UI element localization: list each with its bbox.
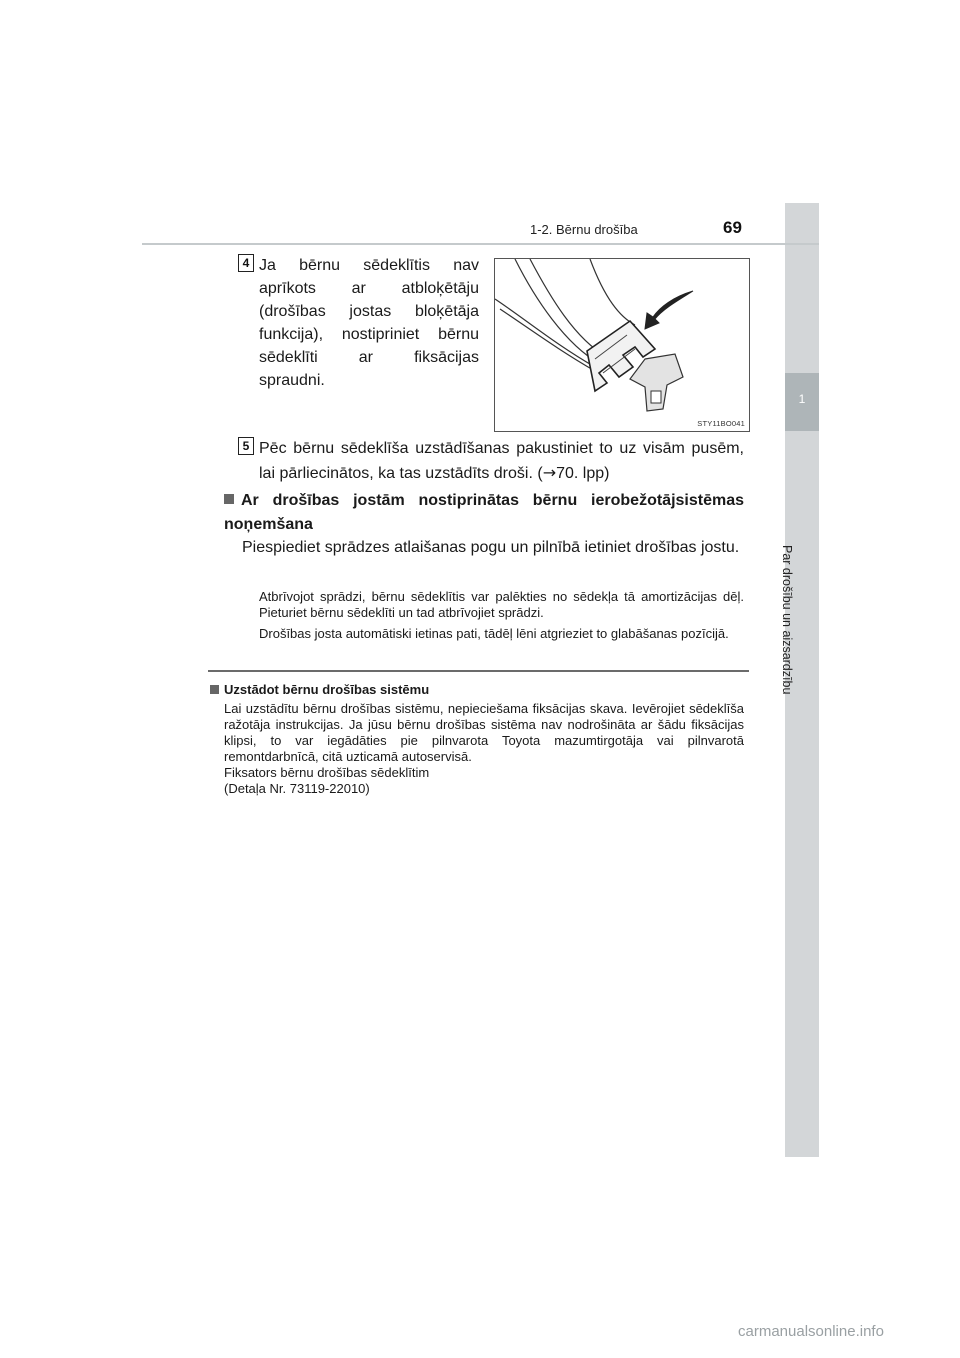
figure-code: STY11BO041 bbox=[697, 419, 745, 428]
step-4-line: (drošības jostas bloķētāja bbox=[259, 303, 479, 320]
step-4-line: funkcija), nostipriniet bērnu bbox=[259, 326, 479, 343]
info-part-number: (Detaļa Nr. 73119-22010) bbox=[224, 781, 370, 796]
section-divider bbox=[208, 670, 749, 672]
removal-instruction: Piespiediet sprādzes atlaišanas pogu un pilnībā ietiniet drošības jostu. bbox=[242, 539, 740, 556]
step-4-line: sēdeklīti ar fiksācijas bbox=[259, 349, 479, 366]
step-4-badge: 4 bbox=[238, 254, 254, 272]
watermark: carmanualsonline.info bbox=[738, 1323, 884, 1340]
info-title bbox=[210, 682, 429, 697]
page-reference-arrow-icon: → bbox=[542, 463, 557, 482]
removal-note: Drošības josta automātiski ietinas pati, tādēļ lēni atgrieziet to glabāšanas pozīcijā. bbox=[259, 626, 729, 641]
step-5-text-before: Pēc bērnu sēdeklīša uzstādīšanas pakustiniet to uz visām pusēm, lai pārliecinātos, ka tas uzstādīts droši. ( bbox=[259, 440, 744, 482]
step-4-line: Ja bērnu sēdeklītis nav bbox=[259, 257, 479, 274]
square-bullet-icon bbox=[224, 494, 234, 504]
step-4-line: aprīkots ar atbloķētāju bbox=[259, 280, 479, 297]
chapter-title: Par drošību un aizsardzību bbox=[780, 545, 794, 695]
square-bullet-icon bbox=[210, 685, 219, 694]
section-title: 1-2. Bērnu drošība bbox=[530, 222, 638, 237]
seatbelt-clip-figure bbox=[494, 258, 750, 432]
seatbelt-locking-clip-illustration bbox=[495, 259, 749, 431]
page-reference: 70. lpp) bbox=[556, 465, 610, 482]
removal-note: Atbrīvojot sprādzi, bērnu sēdeklītis var palēkties no sēdekļa tā amortizācijas dēļ. Pieturiet bērnu sēdeklīti un tad atbrīvojiet sprādzi. bbox=[259, 589, 744, 620]
info-paragraph: Lai uzstādītu bērnu drošības sistēmu, nepieciešama fiksācijas skava. Ievērojiet sēdeklīša ražotāja instrukcijas. Ja jūsu bērnu drošības sistēma nav nodrošināta ar šādu fiksācijas klipsi, to var iegādāties pie pilnvarota Toyota mazumtirgotāja vai pilnvarotā remontdarbnīcā, citā uzticamā autoservisā. bbox=[224, 701, 744, 764]
chapter-number: 1 bbox=[798, 392, 806, 406]
step-5-text bbox=[259, 437, 744, 486]
page-number: 69 bbox=[723, 218, 742, 237]
header-rule bbox=[142, 243, 819, 245]
step-5-badge: 5 bbox=[238, 437, 254, 455]
info-title-text: Uzstādot bērnu drošības sistēmu bbox=[224, 682, 430, 697]
step-4-line: spraudni. bbox=[259, 372, 325, 389]
step-4-text bbox=[259, 254, 479, 392]
removal-heading-text: Ar drošības jostām nostiprinātas bērnu ierobežotājsistēmas noņemšana bbox=[224, 492, 744, 533]
removal-heading bbox=[224, 489, 744, 537]
info-body bbox=[224, 701, 744, 797]
info-part-name: Fiksators bērnu drošības sēdeklītim bbox=[224, 765, 430, 780]
